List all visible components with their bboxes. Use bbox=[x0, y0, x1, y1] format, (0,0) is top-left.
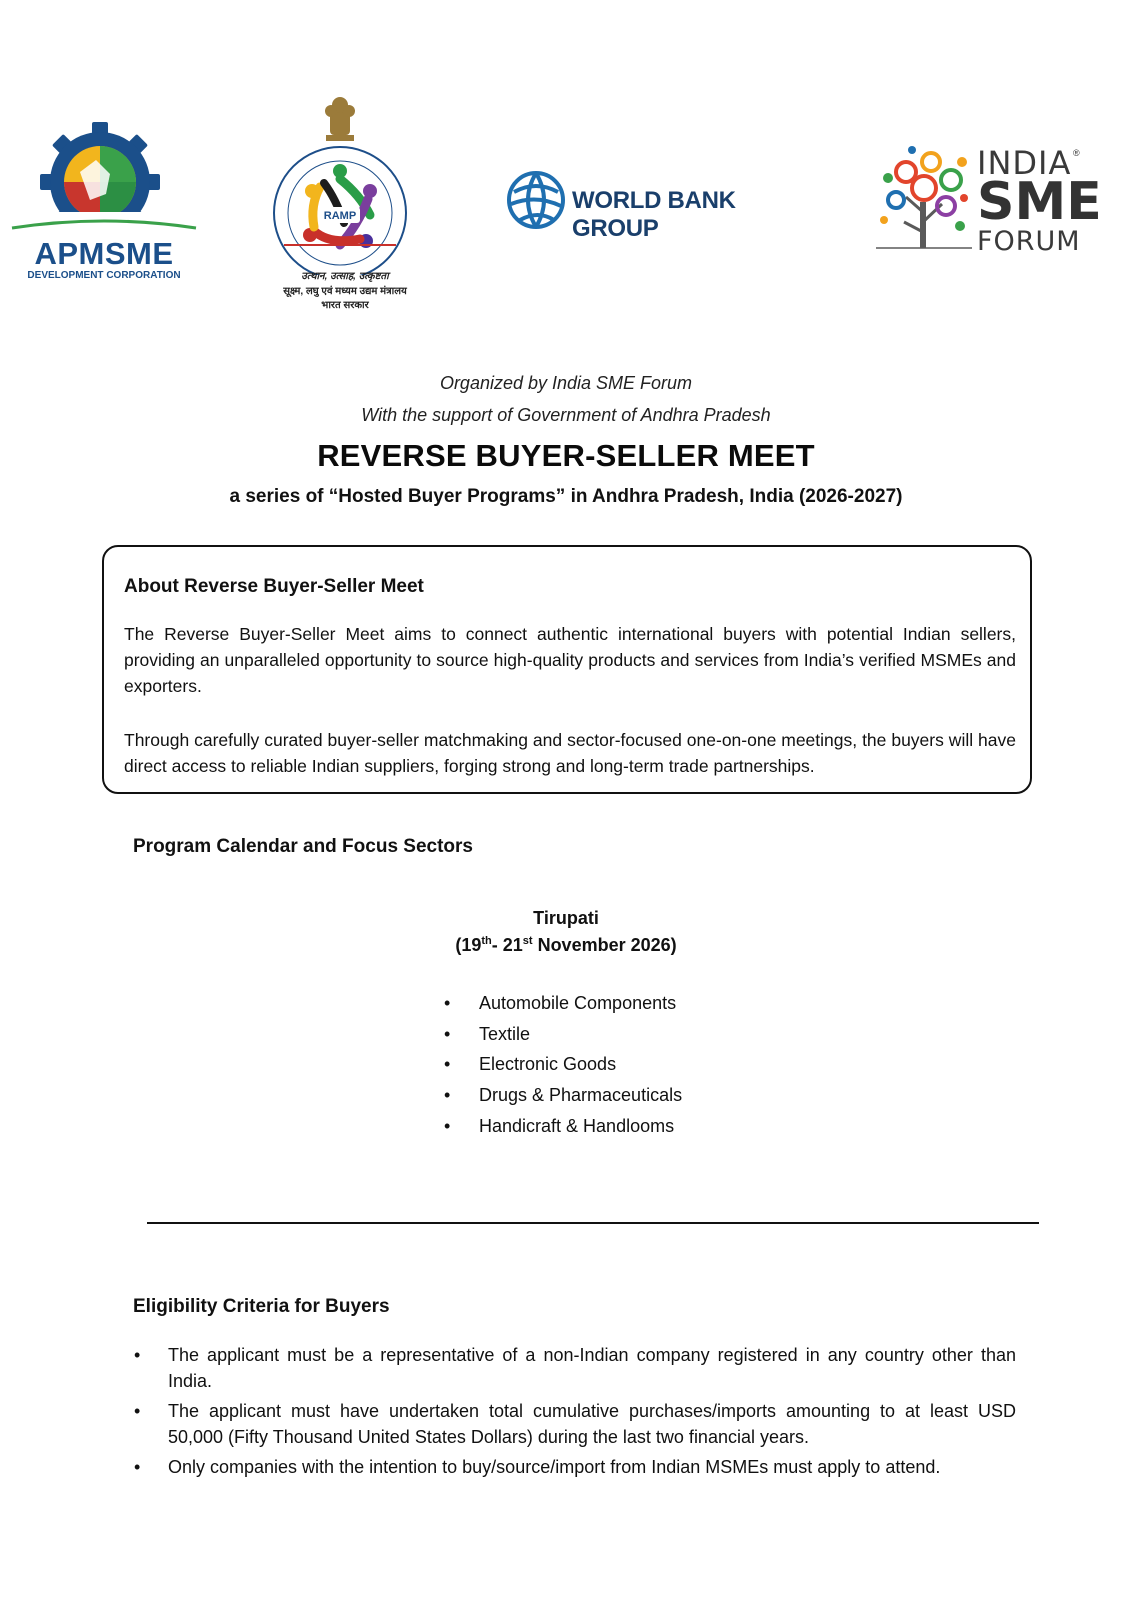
section-divider bbox=[147, 1222, 1039, 1224]
list-item: • Textile bbox=[444, 1023, 531, 1044]
about-box bbox=[102, 545, 1032, 794]
ramp-emblem-icon bbox=[270, 95, 420, 275]
ramp-logo bbox=[270, 95, 420, 315]
ramp-country: भारत सरकार bbox=[321, 300, 369, 311]
india-sme-forum-reg-mark: ® bbox=[1073, 148, 1080, 158]
apmsme-wordmark: APMSME bbox=[34, 236, 174, 271]
world-bank-logo bbox=[506, 170, 806, 242]
about-paragraph-1: The Reverse Buyer-Seller Meet aims to connect authentic international buyers with potential Indian sellers, providing an unparalleled opportunity to source high-quality products and services from India’s verified MSMEs and exporters. bbox=[124, 624, 1016, 696]
ramp-ministry: सूक्ष्म, लघु एवं मध्यम उद्यम मंत्रालय bbox=[283, 286, 407, 297]
page-title: REVERSE BUYER-SELLER MEET bbox=[317, 438, 815, 473]
list-item: • Electronic Goods bbox=[444, 1054, 617, 1075]
about-paragraph-2: Through carefully curated buyer-seller matchmaking and sector-focused one-on-one meetings, the buyers will have direct access to reliable Indian suppliers, forging strong and long-term trade partnerships. bbox=[124, 730, 1016, 776]
apmsme-gear-icon bbox=[8, 122, 200, 234]
eligibility-list bbox=[134, 1342, 1016, 1484]
india-sme-forum-line2: SME bbox=[977, 172, 1102, 232]
organized-by-text: Organized by India SME Forum bbox=[439, 373, 693, 393]
india-sme-forum-line1: INDIA bbox=[977, 144, 1072, 182]
program-dates: (19th- 21st November 2026) bbox=[455, 935, 677, 955]
page-subtitle: a series of “Hosted Buyer Programs” in Andhra Pradesh, India (2026-2027) bbox=[229, 486, 903, 507]
apmsme-subtitle: DEVELOPMENT CORPORATION bbox=[27, 270, 181, 281]
ramp-center-text: RAMP bbox=[323, 210, 357, 222]
gear-tree-icon bbox=[876, 142, 972, 252]
program-heading: Program Calendar and Focus Sectors bbox=[133, 836, 473, 857]
eligibility-heading: Eligibility Criteria for Buyers bbox=[133, 1296, 390, 1317]
list-item: • The applicant must have undertaken total cumulative purchases/imports amounting to at least USD 50,000 (Fifty Thousand United States Dollars) during the last two financial years. bbox=[134, 1401, 1016, 1447]
list-item: • Handicraft & Handlooms bbox=[444, 1115, 675, 1136]
program-city: Tirupati bbox=[533, 908, 599, 928]
about-heading: About Reverse Buyer-Seller Meet bbox=[124, 576, 424, 597]
world-bank-wordmark: WORLD BANK GROUP bbox=[572, 187, 736, 242]
india-sme-forum-logo bbox=[876, 142, 1102, 266]
globe-icon bbox=[506, 170, 566, 230]
ramp-motto: उत्थान, उत्साह, उत्कृष्टता bbox=[301, 271, 389, 282]
list-item: • Automobile Components bbox=[444, 993, 677, 1013]
list-item: • The applicant must be a representative of a non-Indian company registered in any country other than India. bbox=[134, 1345, 1016, 1391]
sector-list bbox=[444, 993, 682, 1146]
apmsme-logo bbox=[8, 122, 200, 287]
list-item: • Drugs & Pharmaceuticals bbox=[444, 1085, 683, 1106]
list-item: • Only companies with the intention to buy/source/import from Indian MSMEs must apply to attend. bbox=[134, 1457, 941, 1477]
india-sme-forum-line3: FORUM bbox=[977, 226, 1081, 257]
support-text: With the support of Government of Andhra Pradesh bbox=[361, 405, 771, 425]
